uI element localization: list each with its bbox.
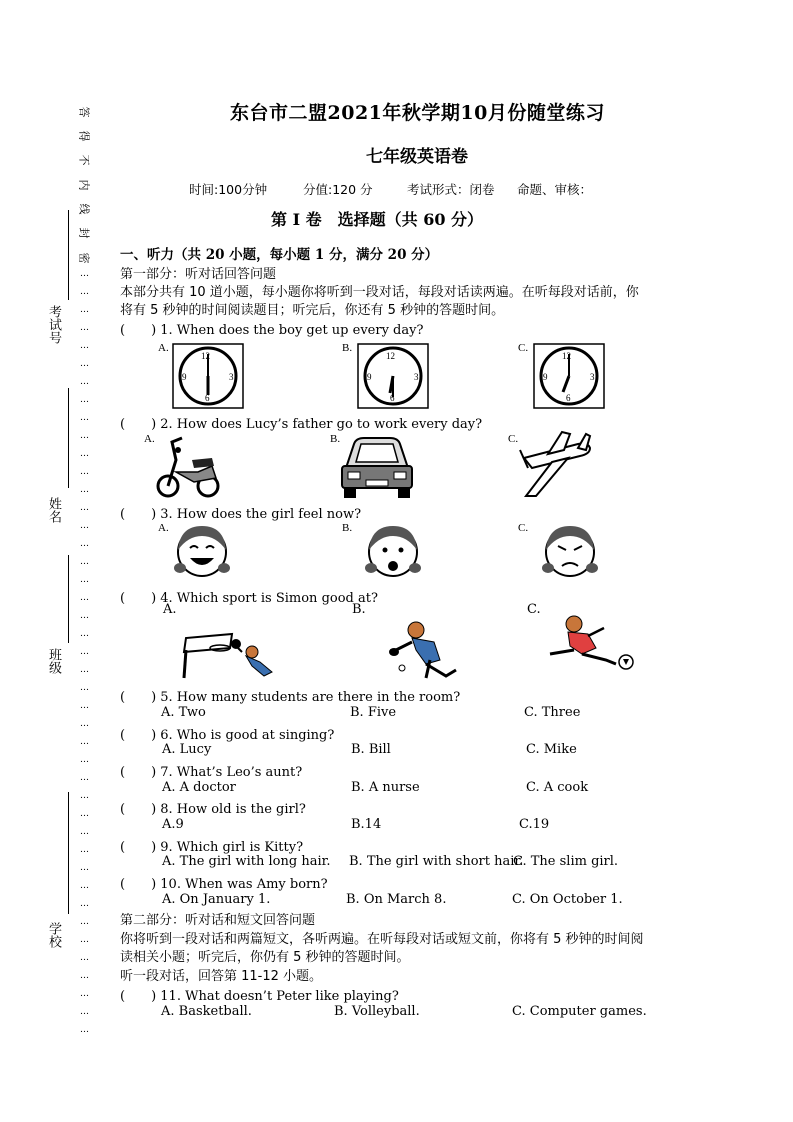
- exam-title: 东台市二盟2021年秋学期10月份随堂练习: [230, 102, 605, 124]
- option-label: B.: [342, 522, 353, 534]
- option-label: C.: [518, 342, 529, 354]
- option-c: C. The slim girl.: [513, 854, 619, 869]
- school-line: [68, 792, 69, 914]
- option-a: A. The girl with long hair.: [162, 854, 331, 869]
- option-label: C.: [518, 522, 529, 534]
- exam-no-label: 考试号: [46, 305, 61, 344]
- question-text: ( ) 7. What’s Leo’s aunt?: [120, 765, 303, 780]
- seal-char: 不: [77, 154, 91, 166]
- option-a: A. Two: [161, 705, 206, 720]
- surprised-face-icon: [363, 520, 423, 580]
- option-c: C. On October 1.: [512, 892, 623, 907]
- happy-face-icon: [172, 520, 232, 580]
- football-icon: [540, 614, 636, 672]
- option-a: A. On January 1.: [162, 892, 271, 907]
- option-b: B. The girl with short hair.: [349, 854, 524, 869]
- option-a: A. Lucy: [162, 742, 212, 757]
- question-1: ( ) 1. When does the boy get up every day?: [120, 323, 424, 338]
- exam-subtitle: 七年级英语卷: [366, 147, 468, 167]
- option-label: A.: [158, 342, 169, 354]
- question-text: ( ) 6. Who is good at singing?: [120, 728, 335, 743]
- option-b: B. On March 8.: [346, 892, 447, 907]
- part2-instruction: 你将听到一段对话和两篇短文，各听两遍。在听每段对话或短文前，你将有 5 秒钟的时间阅: [120, 932, 644, 947]
- option-label: B.: [342, 342, 353, 354]
- part1-instruction: 本部分共有 10 道小题，每小题你将听到一段对话，每段对话读两遍。在听每段对话前，你: [120, 285, 639, 300]
- svg-text:6: 6: [205, 393, 210, 403]
- clock-icon: [357, 343, 429, 409]
- option-b: B. Five: [350, 705, 397, 720]
- exam-no-line: [68, 210, 69, 300]
- part2-sub: 听一段对话，回答第 11-12 小题。: [120, 969, 323, 984]
- seal-char: 得: [77, 130, 91, 142]
- option-b: B. Bill: [351, 742, 391, 757]
- class-label: 班级: [46, 648, 61, 674]
- part1-title: 第一部分：听对话回答问题: [120, 267, 277, 282]
- option-label: A.: [158, 522, 169, 534]
- seal-char: 内: [77, 179, 91, 191]
- volume-title: 第 I 卷 选择题（共 60 分）: [271, 210, 484, 229]
- seal-char: 密: [77, 252, 91, 264]
- plane-icon: [518, 428, 594, 500]
- basketball-icon: [182, 622, 278, 680]
- sad-face-icon: [540, 520, 600, 580]
- seal-char: 答: [77, 106, 91, 118]
- svg-text:6: 6: [390, 393, 395, 403]
- class-line: [68, 555, 69, 643]
- option-c: C. Mike: [526, 742, 577, 757]
- question-text: ( ) 10. When was Amy born?: [120, 877, 328, 892]
- form-info: 考试形式：闭卷: [407, 182, 495, 197]
- question-text: ( ) 8. How old is the girl?: [120, 802, 306, 817]
- table-tennis-icon: [386, 620, 472, 680]
- seal-char: 线: [77, 203, 91, 215]
- svg-text:3: 3: [229, 372, 234, 382]
- option-a: A. Basketball.: [161, 1004, 252, 1019]
- svg-text:12: 12: [201, 351, 210, 361]
- question-4: ( ) 4. Which sport is Simon good at?: [120, 591, 378, 606]
- name-line: [68, 388, 69, 488]
- option-c: C.19: [519, 817, 550, 832]
- svg-text:12: 12: [562, 351, 571, 361]
- reviewer-info: 命题、审核：: [517, 182, 593, 197]
- option-b: B.14: [351, 817, 382, 832]
- time-info: 时间:100分钟: [189, 182, 268, 197]
- option-a: A. A doctor: [162, 780, 236, 795]
- part2-title: 第二部分：听对话和短文回答问题: [120, 913, 316, 928]
- school-label: 学校: [46, 922, 61, 948]
- question-text: ( ) 11. What doesn’t Peter like playing?: [120, 989, 399, 1004]
- svg-text:9: 9: [367, 372, 372, 382]
- svg-text:12: 12: [386, 351, 395, 361]
- question-text: ( ) 9. Which girl is Kitty?: [120, 840, 304, 855]
- option-c: C. Three: [524, 705, 581, 720]
- question-3: ( ) 3. How does the girl feel now?: [120, 507, 362, 522]
- car-icon: [338, 430, 414, 500]
- svg-text:3: 3: [414, 372, 419, 382]
- svg-text:9: 9: [182, 372, 187, 382]
- option-label: B.: [352, 602, 366, 617]
- option-a: A.9: [162, 817, 184, 832]
- option-label: A.: [144, 433, 155, 445]
- name-label: 姓名: [46, 497, 61, 523]
- seal-char: 封: [77, 227, 91, 239]
- section-title-listening: 一、听力（共 20 小题，每小题 1 分，满分 20 分）: [120, 247, 439, 263]
- scooter-icon: [154, 430, 224, 500]
- option-label: C.: [527, 602, 541, 617]
- svg-text:9: 9: [543, 372, 548, 382]
- part1-instruction-2: 将有 5 秒钟的时间阅读题目；听完后，你还有 5 秒钟的答题时间。: [120, 303, 505, 318]
- option-c: C. Computer games.: [512, 1004, 647, 1019]
- option-b: B. Volleyball.: [334, 1004, 420, 1019]
- option-b: B. A nurse: [351, 780, 420, 795]
- option-label: C.: [508, 433, 519, 445]
- seal-dotted-line: … … … … … … … … … … … … … … … … … … … … … … … … … … … … … … … … … … … … … … … … … … …: [80, 269, 89, 1035]
- score-info: 分值:120 分: [303, 182, 373, 197]
- option-label: A.: [163, 602, 177, 617]
- option-label: B.: [330, 433, 341, 445]
- svg-text:6: 6: [566, 393, 571, 403]
- question-text: ( ) 5. How many students are there in the room?: [120, 690, 461, 705]
- clock-icon: [533, 343, 605, 409]
- question-2: ( ) 2. How does Lucy’s father go to work every day?: [120, 417, 483, 432]
- option-c: C. A cook: [526, 780, 589, 795]
- svg-text:3: 3: [590, 372, 595, 382]
- clock-icon: [172, 343, 244, 409]
- part2-instruction-2: 读相关小题；听完后，你仍有 5 秒钟的答题时间。: [120, 950, 410, 965]
